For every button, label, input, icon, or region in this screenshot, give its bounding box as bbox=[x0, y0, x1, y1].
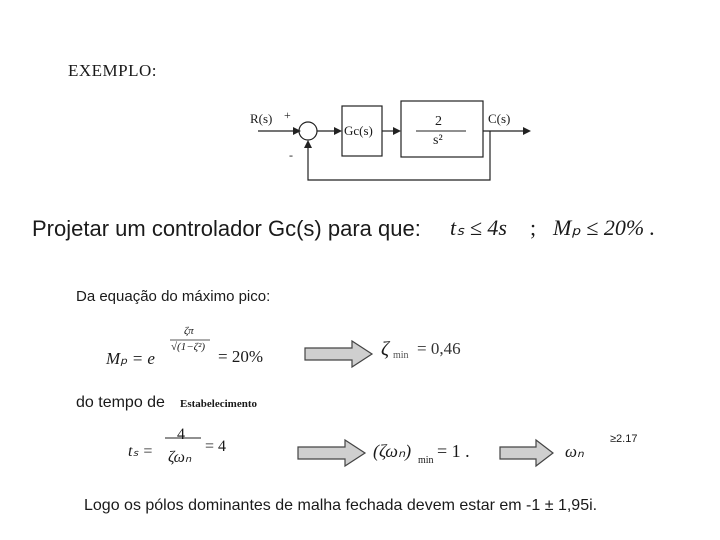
product-min-subscript: min bbox=[418, 455, 434, 466]
page-heading: EXEMPLO: bbox=[68, 61, 157, 80]
mp-rhs: = 20% bbox=[218, 347, 263, 366]
spec-separator: ; bbox=[530, 215, 537, 240]
plant-numerator: 2 bbox=[435, 114, 442, 129]
summing-junction bbox=[299, 122, 317, 140]
arrow-right-icon bbox=[298, 440, 365, 466]
arrow-right-icon bbox=[500, 440, 553, 466]
ts-numerator: 4 bbox=[177, 426, 185, 443]
ts-rhs: = 4 bbox=[205, 438, 227, 455]
controller-label: Gc(s) bbox=[344, 123, 373, 138]
spec-overshoot: Mₚ ≤ 20% . bbox=[553, 215, 656, 240]
zeta-symbol: ζ bbox=[381, 338, 390, 360]
problem-statement: Projetar um controlador Gc(s) para que: bbox=[32, 216, 421, 241]
input-label: R(s) bbox=[250, 111, 273, 126]
peak-intro: Da equação do máximo pico: bbox=[76, 288, 271, 305]
plant-denominator: s² bbox=[433, 133, 443, 148]
mp-lhs: Mₚ = e bbox=[106, 349, 155, 368]
output-label: C(s) bbox=[488, 111, 511, 126]
zeta-value: = 0,46 bbox=[417, 339, 461, 358]
arrow-right-icon bbox=[305, 341, 372, 367]
zeta-omega-product: (ζωₙ) bbox=[373, 441, 412, 461]
settling-overlay-label: Estabelecimento bbox=[180, 398, 257, 410]
spec-settling-time: tₛ ≤ 4s bbox=[450, 215, 507, 240]
zeta-min-subscript: min bbox=[393, 350, 409, 361]
product-value: = 1 . bbox=[437, 441, 470, 461]
omega-n-symbol: ωₙ bbox=[565, 442, 584, 461]
ts-denominator: ζωₙ bbox=[168, 449, 192, 466]
plus-sign: + bbox=[284, 108, 291, 122]
omega-n-value: ≥2.17 bbox=[610, 433, 638, 445]
minus-sign: - bbox=[289, 148, 293, 162]
exp-numerator: ζπ bbox=[184, 325, 194, 337]
conclusion-text: Logo os pólos dominantes de malha fechada devem estar em -1 ± 1,95i. bbox=[84, 497, 598, 514]
ts-lhs: tₛ = bbox=[128, 443, 154, 460]
exp-denominator: √(1−ζ²) bbox=[171, 341, 206, 353]
settling-intro: do tempo de bbox=[76, 394, 165, 411]
